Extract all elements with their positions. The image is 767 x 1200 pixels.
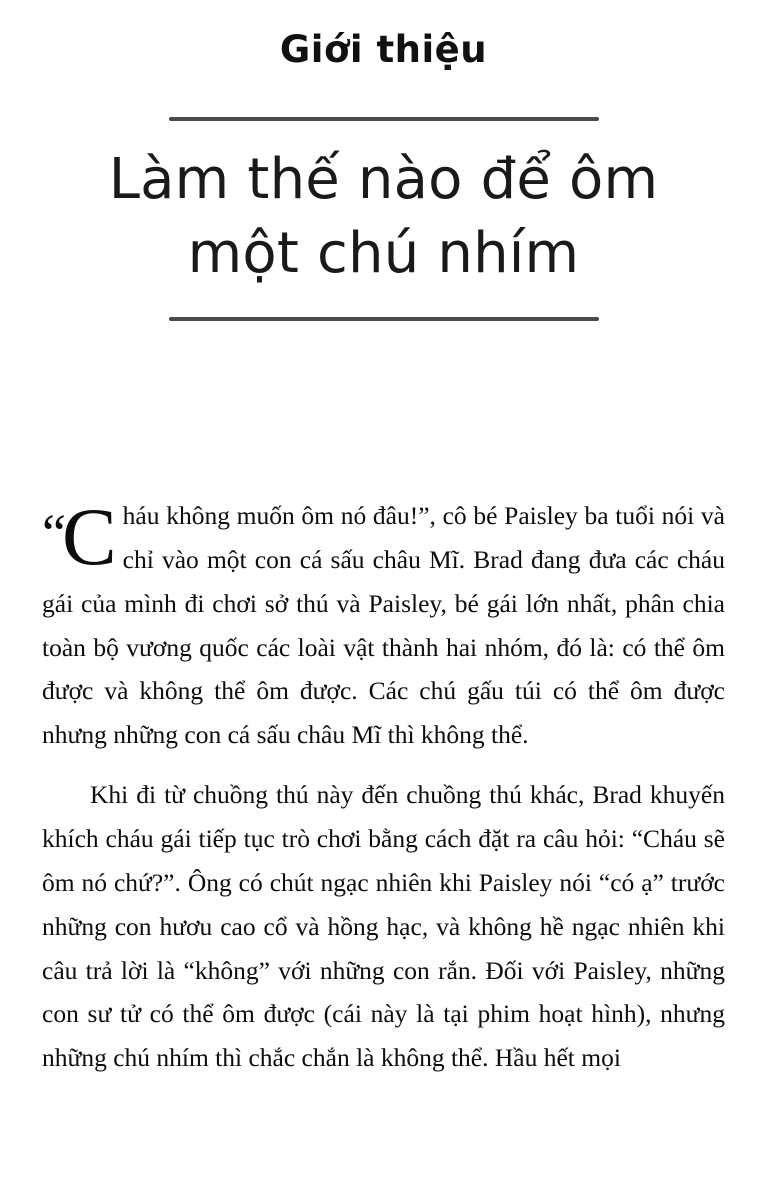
paragraph-2: Khi đi từ chuồng thú này đến chuồng thú khác, Brad khuyến khích cháu gái tiếp tục trò chơi bằng cách đặt ra câu hỏi: “Cháu sẽ ôm nó chứ?”. Ông có chút ngạc nhiên khi Paisley nói “có ạ” trước những con hươu cao cổ và hồng hạc, và không hề ngạc nhiên khi câu trả lời là “không” với những con rắn. Đối với Paisley, những con sư tử có thể ôm được (cái này là tại phim hoạt hình), nhưng những chú nhím thì chắc chắn là không thể. Hầu hết mọi — [42, 780, 725, 1073]
drop-cap-letter: C — [61, 491, 117, 582]
title-block — [0, 117, 767, 321]
page-title-line-1: Làm thế nào để ôm — [108, 147, 659, 212]
page-title — [70, 143, 697, 291]
title-rule-top — [169, 117, 599, 121]
title-rule-bottom — [169, 317, 599, 321]
page-title-line-2: một chú nhím — [187, 220, 580, 286]
body-text — [0, 491, 767, 1084]
paragraph-1 — [42, 491, 725, 757]
paragraph-1-text: háu không muốn ôm nó đâu!”, cô bé Paisley ba tuổi nói và chỉ vào một con cá sấu châu Mĩ. Brad đang đưa các cháu gái của mình đi chơi sở thú và Paisley, bé gái lớn nhất, phân chia toàn bộ vương quốc các loài vật thành hai nhóm, đó là: có thể ôm được và không thể ôm được. Các chú gấu túi có thể ôm được nhưng những con cá sấu châu Mĩ thì không thể. — [42, 501, 725, 750]
dropcap-group — [42, 491, 121, 582]
chapter-label: Giới thiệu — [279, 28, 488, 71]
open-quote-mark: “ — [42, 503, 66, 563]
